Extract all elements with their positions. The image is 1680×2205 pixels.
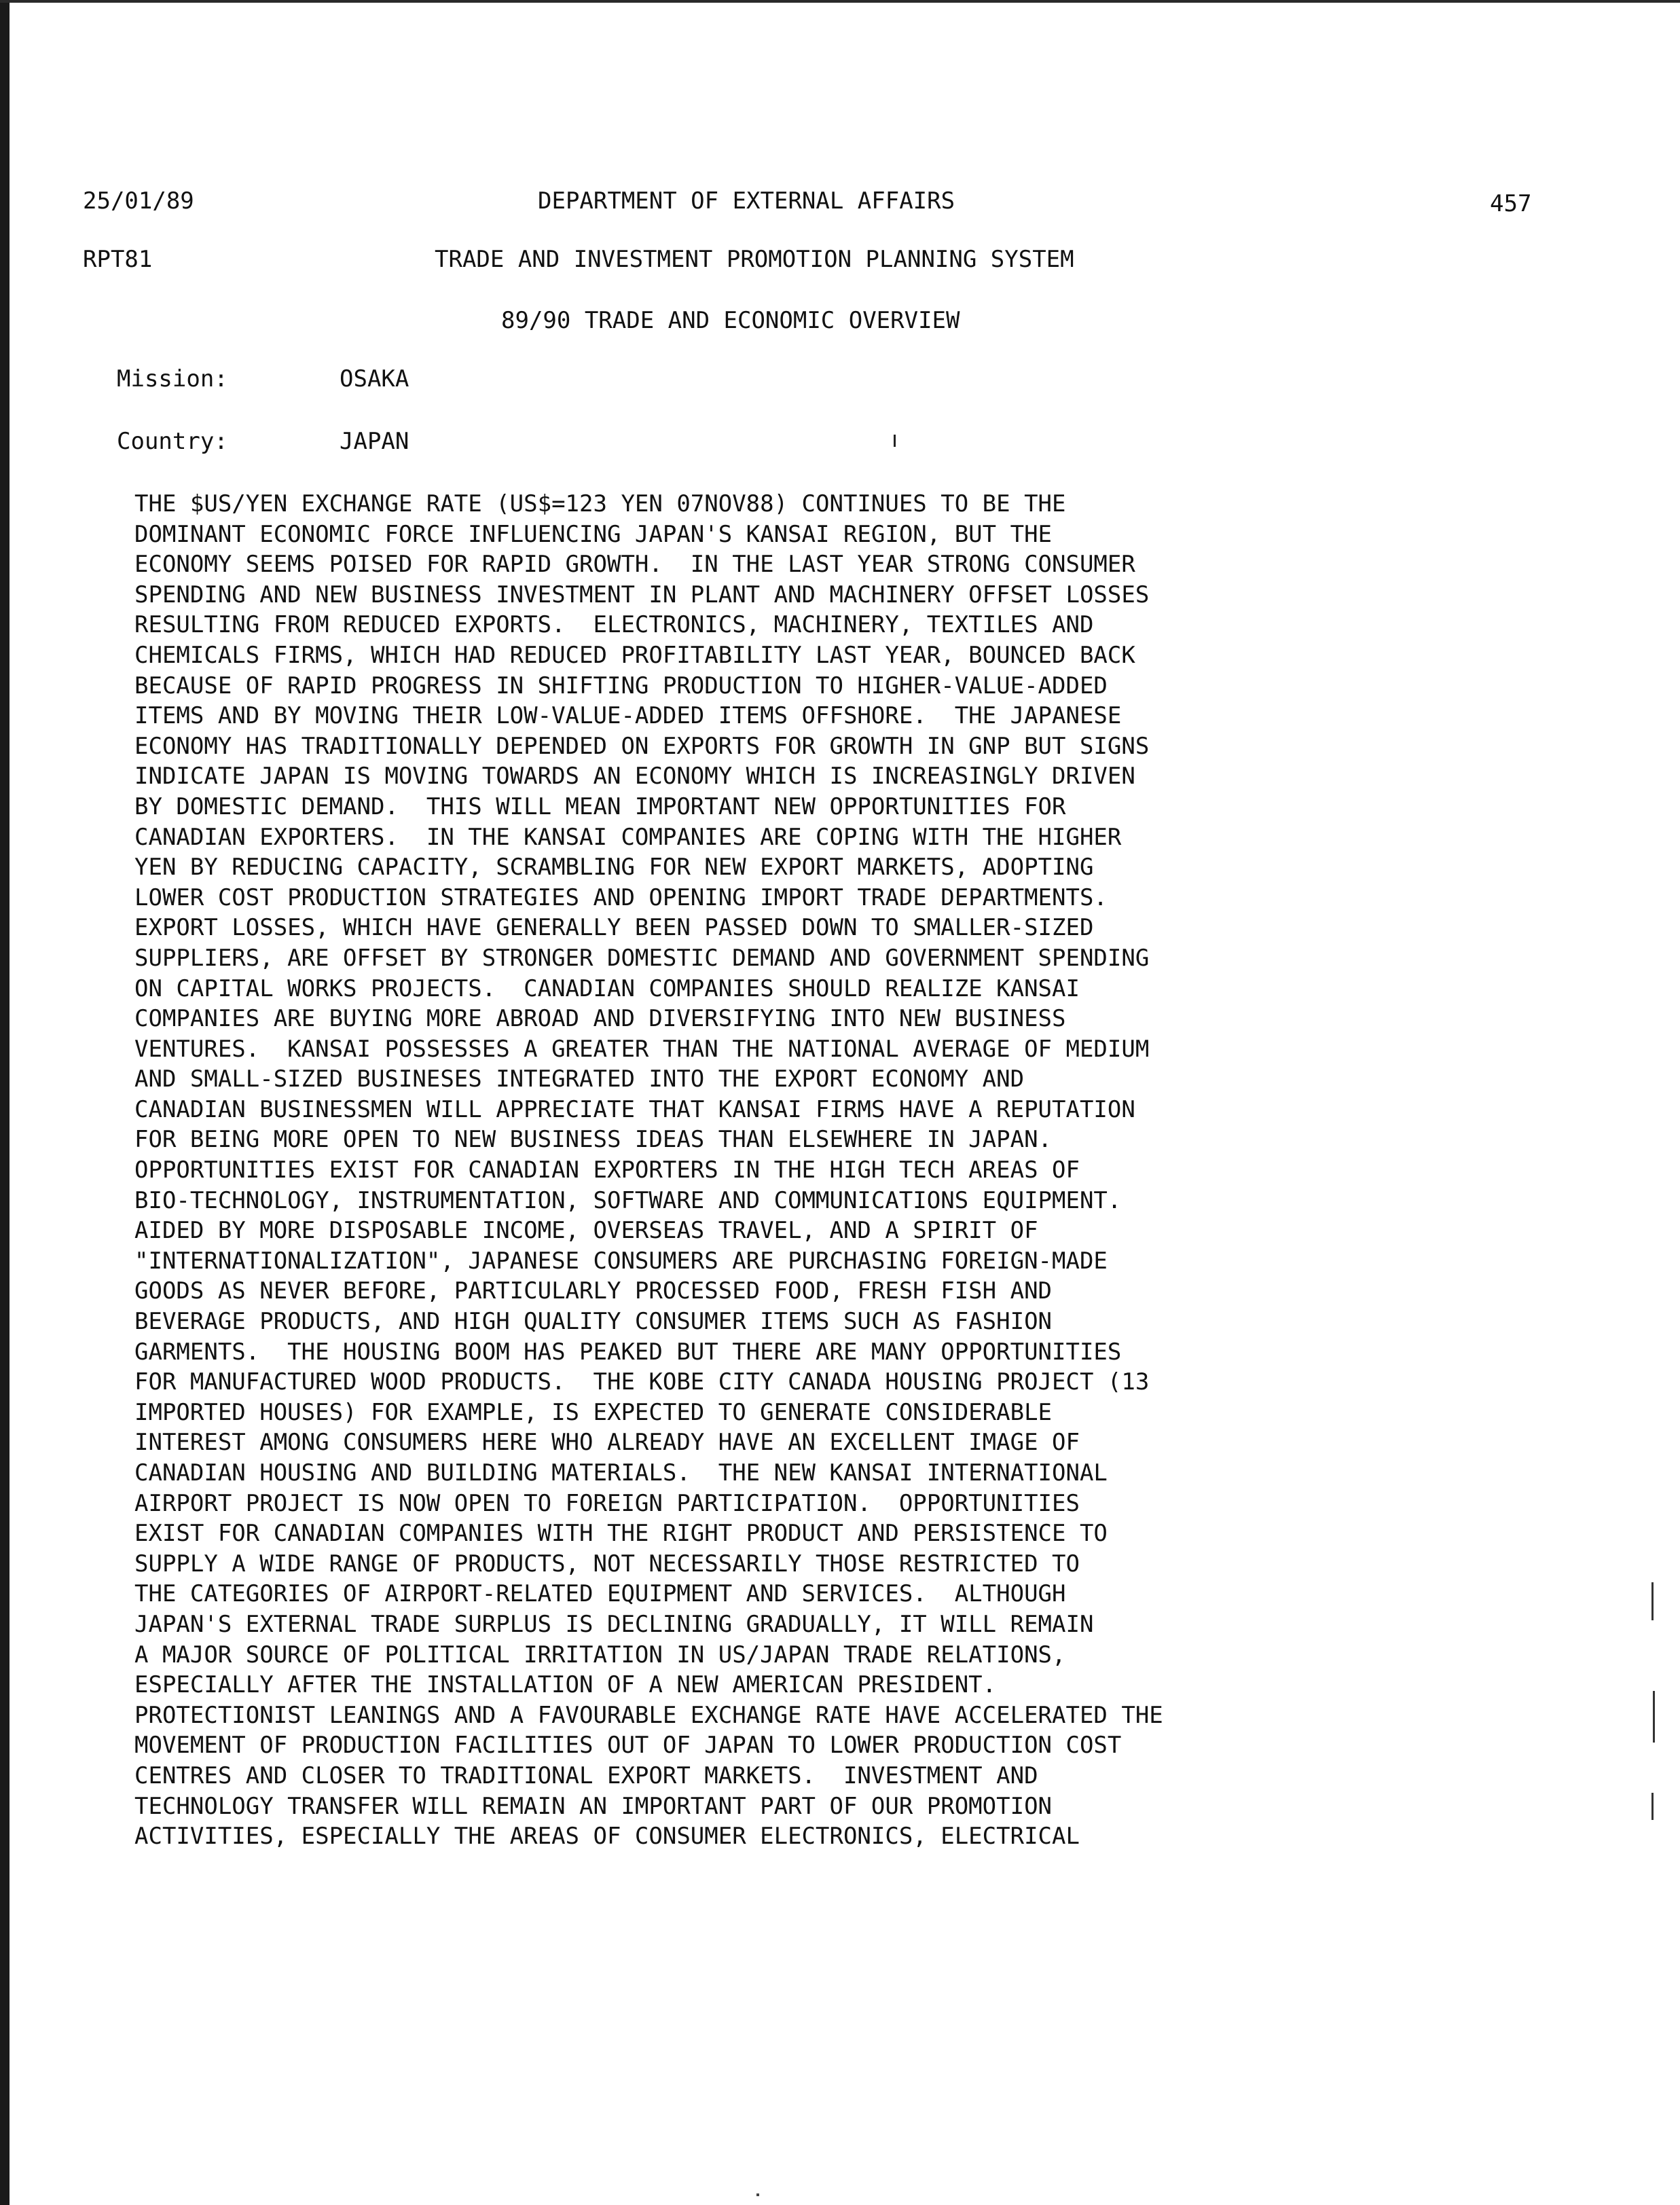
body-line: VENTURES. KANSAI POSSESSES A GREATER THAN THE NATIONAL AVERAGE OF MEDIUM bbox=[134, 1035, 1150, 1063]
body-line: CANADIAN BUSINESSMEN WILL APPRECIATE THAT KANSAI FIRMS HAVE A REPUTATION bbox=[134, 1095, 1135, 1123]
body-line: EXIST FOR CANADIAN COMPANIES WITH THE RIGHT PRODUCT AND PERSISTENCE TO bbox=[134, 1520, 1108, 1548]
body-line: RESULTING FROM REDUCED EXPORTS. ELECTRONICS, MACHINERY, TEXTILES AND bbox=[134, 611, 1094, 639]
body-line: ESPECIALLY AFTER THE INSTALLATION OF A NEW AMERICAN PRESIDENT. bbox=[134, 1671, 997, 1699]
body-line: DOMINANT ECONOMIC FORCE INFLUENCING JAPAN'S KANSAI REGION, BUT THE bbox=[134, 520, 1053, 548]
scan-speck bbox=[756, 2193, 759, 2196]
body-line: LOWER COST PRODUCTION STRATEGIES AND OPENING IMPORT TRADE DEPARTMENTS. bbox=[134, 883, 1108, 911]
body-line: ACTIVITIES, ESPECIALLY THE AREAS OF CONSUMER ELECTRONICS, ELECTRICAL bbox=[134, 1823, 1080, 1851]
body-line: AIRPORT PROJECT IS NOW OPEN TO FOREIGN PARTICIPATION. OPPORTUNITIES bbox=[134, 1489, 1080, 1517]
mission-label: Mission: bbox=[117, 365, 228, 393]
system-title: TRADE AND INVESTMENT PROMOTION PLANNING SYSTEM bbox=[435, 246, 1074, 273]
body-line: SUPPLIERS, ARE OFFSET BY STRONGER DOMESTIC DEMAND AND GOVERNMENT SPENDING bbox=[134, 944, 1150, 972]
body-line: YEN BY REDUCING CAPACITY, SCRAMBLING FOR NEW EXPORT MARKETS, ADOPTING bbox=[134, 854, 1094, 881]
country-value: JAPAN bbox=[340, 428, 409, 455]
body-line: OPPORTUNITIES EXIST FOR CANADIAN EXPORTERS IN THE HIGH TECH AREAS OF bbox=[134, 1156, 1080, 1184]
margin-mark bbox=[1651, 1793, 1654, 1820]
body-line: TECHNOLOGY TRANSFER WILL REMAIN AN IMPORTANT PART OF OUR PROMOTION bbox=[134, 1792, 1053, 1820]
mission-value: OSAKA bbox=[340, 365, 409, 393]
body-line: SUPPLY A WIDE RANGE OF PRODUCTS, NOT NECESSARILY THOSE RESTRICTED TO bbox=[134, 1550, 1080, 1578]
body-line: BIO-TECHNOLOGY, INSTRUMENTATION, SOFTWARE AND COMMUNICATIONS EQUIPMENT. bbox=[134, 1186, 1122, 1214]
body-line: CANADIAN HOUSING AND BUILDING MATERIALS. THE NEW KANSAI INTERNATIONAL bbox=[134, 1459, 1108, 1487]
body-line: MOVEMENT OF PRODUCTION FACILITIES OUT OF JAPAN TO LOWER PRODUCTION COST bbox=[134, 1732, 1122, 1760]
body-line: ECONOMY HAS TRADITIONALLY DEPENDED ON EXPORTS FOR GROWTH IN GNP BUT SIGNS bbox=[134, 732, 1150, 760]
margin-mark bbox=[1653, 1691, 1655, 1743]
body-line: AIDED BY MORE DISPOSABLE INCOME, OVERSEAS TRAVEL, AND A SPIRIT OF bbox=[134, 1217, 1038, 1245]
body-line: A MAJOR SOURCE OF POLITICAL IRRITATION IN US/JAPAN TRADE RELATIONS, bbox=[134, 1641, 1066, 1669]
body-line: ON CAPITAL WORKS PROJECTS. CANADIAN COMPANIES SHOULD REALIZE KANSAI bbox=[134, 974, 1080, 1002]
body-line: IMPORTED HOUSES) FOR EXAMPLE, IS EXPECTED TO GENERATE CONSIDERABLE bbox=[134, 1398, 1053, 1426]
body-line: THE $US/YEN EXCHANGE RATE (US$=123 YEN 07NOV88) CONTINUES TO BE THE bbox=[134, 490, 1066, 517]
report-code: RPT81 bbox=[83, 246, 153, 273]
body-line: CENTRES AND CLOSER TO TRADITIONAL EXPORT MARKETS. INVESTMENT AND bbox=[134, 1762, 1038, 1789]
body-line: EXPORT LOSSES, WHICH HAVE GENERALLY BEEN PASSED DOWN TO SMALLER-SIZED bbox=[134, 914, 1094, 942]
page-number: 457 bbox=[1490, 190, 1532, 217]
body-line: INTEREST AMONG CONSUMERS HERE WHO ALREADY HAVE AN EXCELLENT IMAGE OF bbox=[134, 1429, 1080, 1457]
body-line: AND SMALL-SIZED BUSINESES INTEGRATED INTO THE EXPORT ECONOMY AND bbox=[134, 1065, 1025, 1093]
department-heading: DEPARTMENT OF EXTERNAL AFFAIRS bbox=[538, 187, 955, 215]
stray-mark bbox=[894, 435, 896, 447]
country-label: Country: bbox=[117, 428, 228, 455]
overview-title: 89/90 TRADE AND ECONOMIC OVERVIEW bbox=[501, 307, 960, 334]
body-line: FOR MANUFACTURED WOOD PRODUCTS. THE KOBE CITY CANADA HOUSING PROJECT (13 bbox=[134, 1368, 1150, 1396]
page-edge-left bbox=[0, 0, 10, 2205]
body-line: ECONOMY SEEMS POISED FOR RAPID GROWTH. IN THE LAST YEAR STRONG CONSUMER bbox=[134, 551, 1135, 579]
body-line: "INTERNATIONALIZATION", JAPANESE CONSUMERS ARE PURCHASING FOREIGN-MADE bbox=[134, 1247, 1108, 1275]
body-line: JAPAN'S EXTERNAL TRADE SURPLUS IS DECLINING GRADUALLY, IT WILL REMAIN bbox=[134, 1610, 1094, 1638]
overview-body bbox=[134, 489, 1628, 1852]
body-line: BY DOMESTIC DEMAND. THIS WILL MEAN IMPORTANT NEW OPPORTUNITIES FOR bbox=[134, 792, 1066, 820]
body-line: GARMENTS. THE HOUSING BOOM HAS PEAKED BUT THERE ARE MANY OPPORTUNITIES bbox=[134, 1338, 1122, 1366]
body-line: CHEMICALS FIRMS, WHICH HAD REDUCED PROFITABILITY LAST YEAR, BOUNCED BACK bbox=[134, 641, 1135, 669]
report-date: 25/01/89 bbox=[83, 187, 194, 215]
body-line: FOR BEING MORE OPEN TO NEW BUSINESS IDEAS THAN ELSEWHERE IN JAPAN. bbox=[134, 1126, 1053, 1154]
page-edge-top bbox=[0, 0, 1680, 3]
body-line: CANADIAN EXPORTERS. IN THE KANSAI COMPANIES ARE COPING WITH THE HIGHER bbox=[134, 823, 1122, 851]
body-line: THE CATEGORIES OF AIRPORT-RELATED EQUIPMENT AND SERVICES. ALTHOUGH bbox=[134, 1580, 1066, 1608]
body-line: GOODS AS NEVER BEFORE, PARTICULARLY PROCESSED FOOD, FRESH FISH AND bbox=[134, 1277, 1053, 1305]
body-line: BEVERAGE PRODUCTS, AND HIGH QUALITY CONSUMER ITEMS SUCH AS FASHION bbox=[134, 1308, 1053, 1336]
margin-mark bbox=[1651, 1582, 1654, 1620]
body-line: ITEMS AND BY MOVING THEIR LOW-VALUE-ADDED ITEMS OFFSHORE. THE JAPANESE bbox=[134, 702, 1122, 730]
body-line: SPENDING AND NEW BUSINESS INVESTMENT IN PLANT AND MACHINERY OFFSET LOSSES bbox=[134, 581, 1150, 608]
body-line: PROTECTIONIST LEANINGS AND A FAVOURABLE EXCHANGE RATE HAVE ACCELERATED THE bbox=[134, 1701, 1163, 1729]
body-line: INDICATE JAPAN IS MOVING TOWARDS AN ECONOMY WHICH IS INCREASINGLY DRIVEN bbox=[134, 763, 1135, 790]
body-line: COMPANIES ARE BUYING MORE ABROAD AND DIVERSIFYING INTO NEW BUSINESS bbox=[134, 1005, 1066, 1033]
body-line: BECAUSE OF RAPID PROGRESS IN SHIFTING PRODUCTION TO HIGHER-VALUE-ADDED bbox=[134, 672, 1108, 699]
